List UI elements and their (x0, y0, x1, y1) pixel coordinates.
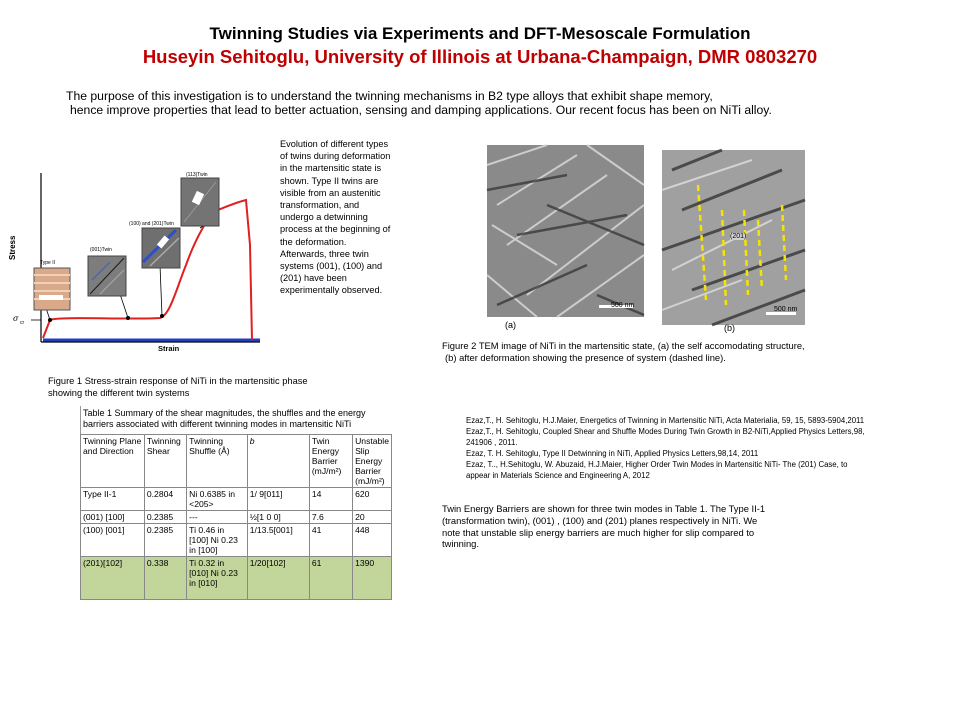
reference-line: Ezaz, T.., H.Sehitoglu, W. Abuzaid, H.J.Maier, Higher Order Twin Modes in Martensitic NiTi- The (201) Case, to (466, 460, 848, 470)
table-header-cell: Unstable Slip Energy Barrier (mJ/m²) (353, 435, 392, 488)
page-title: Twinning Studies via Experiments and DFT-Mesoscale Formulation (209, 24, 751, 43)
table-cell: 14 (309, 488, 352, 511)
table-row (81, 511, 392, 524)
table-cell: (100) [001] (81, 524, 145, 557)
table-cell: (201)[102] (81, 557, 145, 600)
label-type-ii: Type II (40, 260, 56, 266)
table-cell: 7.6 (309, 511, 352, 524)
table-cell: 1/13.5[001] (247, 524, 309, 557)
x-axis-label: Strain (158, 344, 180, 353)
table-cell: Type II-1 (81, 488, 145, 511)
table-row-highlighted (81, 557, 392, 600)
table-cell: 0.2804 (144, 488, 186, 511)
marker-type-ii (48, 318, 52, 322)
inset-113 (181, 178, 219, 226)
table-header-row (81, 435, 392, 488)
figure2-caption (442, 340, 872, 364)
table-header-cell: Twinning Shear (144, 435, 186, 488)
table-cell: 448 (353, 524, 392, 557)
table1-grid (80, 434, 392, 600)
figure2-caption-line2: (b) after deformation showing the presence of system (dashed line). (445, 352, 726, 363)
table-cell: 61 (309, 557, 352, 600)
table-cell: ½[1 0 0] (247, 511, 309, 524)
marker-001 (126, 316, 130, 320)
table-cell: 20 (353, 511, 392, 524)
reference-line: 241906 , 2011. (466, 438, 518, 448)
table-cell: 41 (309, 524, 352, 557)
table-header-cell: b (247, 435, 309, 488)
table-row (81, 524, 392, 557)
table-cell: 1/20[102] (247, 557, 309, 600)
tem-label-a: (a) (505, 320, 516, 330)
tem-plane-label: (201) (730, 233, 747, 240)
purpose-line-2: hence improve properties that lead to better actuation, sensing and damping applications. Our recent focus has been on NiTi alloy. (70, 103, 772, 117)
tem-scale-a: 500 nm (611, 302, 635, 309)
tem-image-a (487, 145, 644, 317)
table-cell: 0.338 (144, 557, 186, 600)
figure2-caption-line1: Figure 2 TEM image of NiTi in the martensitic state, (a) the self accomodating structure, (442, 340, 805, 351)
table-cell: Ti 0.32 in [010] Ni 0.23 in [010] (187, 557, 248, 600)
tem-label-b: (b) (724, 323, 735, 333)
table-header-cell: Twinning Plane and Direction (81, 435, 145, 488)
references (466, 415, 956, 482)
author-line: Huseyin Sehitoglu, University of Illinois at Urbana-Champaign, DMR 0803270 (142, 46, 818, 67)
label-twin-113: (113)Twin (186, 172, 208, 178)
table-cell: Ni 0.6385 in <205> (187, 488, 248, 511)
table-cell: 1/ 9[011] (247, 488, 309, 511)
table1-title: Table 1 Summary of the shear magnitudes, the shuffles and the energy barriers associated with different twinning modes in martensitic NiTi (80, 406, 392, 434)
reference-line: Ezaz,T., H. Sehitoglu, H.J.Maier, Energetics of Twinning in Martensitic NiTi, Acta Materialia, 59, 15, 5893-5904,2011 (466, 416, 865, 425)
table-cell: 0.2385 (144, 511, 186, 524)
y-axis-label: Stress (8, 235, 17, 260)
reference-line: Ezaz, T. H. Sehitoglu, Type II Detwinning in NiTi, Applied Physics Letters,98,14, 2011 (466, 449, 759, 459)
inset-001 (88, 256, 126, 296)
inset-100-201 (142, 228, 180, 268)
energy-barrier-text: Twin Energy Barriers are shown for three twin modes in Table 1. The Type II-1 (transformation twin), (001) , (100) and (201) planes respectively in NiTi. We note that unstable slip energy barriers are much higher for slip compared to twinning. (442, 503, 766, 550)
table-cell: 1390 (353, 557, 392, 600)
label-twin-001: (001)Twin (90, 247, 112, 253)
table-cell: 620 (353, 488, 392, 511)
table-cell: Ti 0.46 in [100] Ni 0.23 in [100] (187, 524, 248, 557)
sigma-subscript: cr (20, 320, 25, 326)
table-cell: 0.2385 (144, 524, 186, 557)
table-row (81, 488, 392, 511)
stress-strain-figure (8, 170, 272, 353)
label-twin-100-201: (100) and (201)Twin (129, 221, 174, 227)
reference-line: appear in Materials Science and Engineering A, 2012 (466, 471, 650, 481)
sigma-label: σ (13, 314, 19, 323)
tem-scale-b: 500 nm (774, 306, 798, 313)
marker-100 (160, 314, 164, 318)
purpose-line-1: The purpose of this investigation is to understand the twinning mechanisms in B2 type alloys that exhibit shape memory, (66, 89, 713, 103)
table1 (80, 406, 392, 608)
figure1-description: Evolution of different types of twins during deformation in the martensitic state is shown. Type II twins are visible from an austenitic transformation, and undergo a detwinning process at the beginning of the deformation. Afterwards, three twin systems (001), (100) and (201) have been experimentally observed. (280, 139, 391, 296)
table-header-cell: Twin Energy Barrier (mJ/m²) (309, 435, 352, 488)
table-header-cell: Twinning Shuffle (Å) (187, 435, 248, 488)
table-cell: --- (187, 511, 248, 524)
table-cell: (001) [100] (81, 511, 145, 524)
reference-line: Ezaz,T., H. Sehitoglu, Coupled Shear and Shuffle Modes During Twin Growth in B2-NiTi,Applied Physics Letters,98, (466, 427, 865, 437)
figure1-caption: Figure 1 Stress-strain response of NiTi in the martensitic phase showing the different twin systems (48, 376, 308, 398)
inset-type-ii (34, 268, 70, 310)
